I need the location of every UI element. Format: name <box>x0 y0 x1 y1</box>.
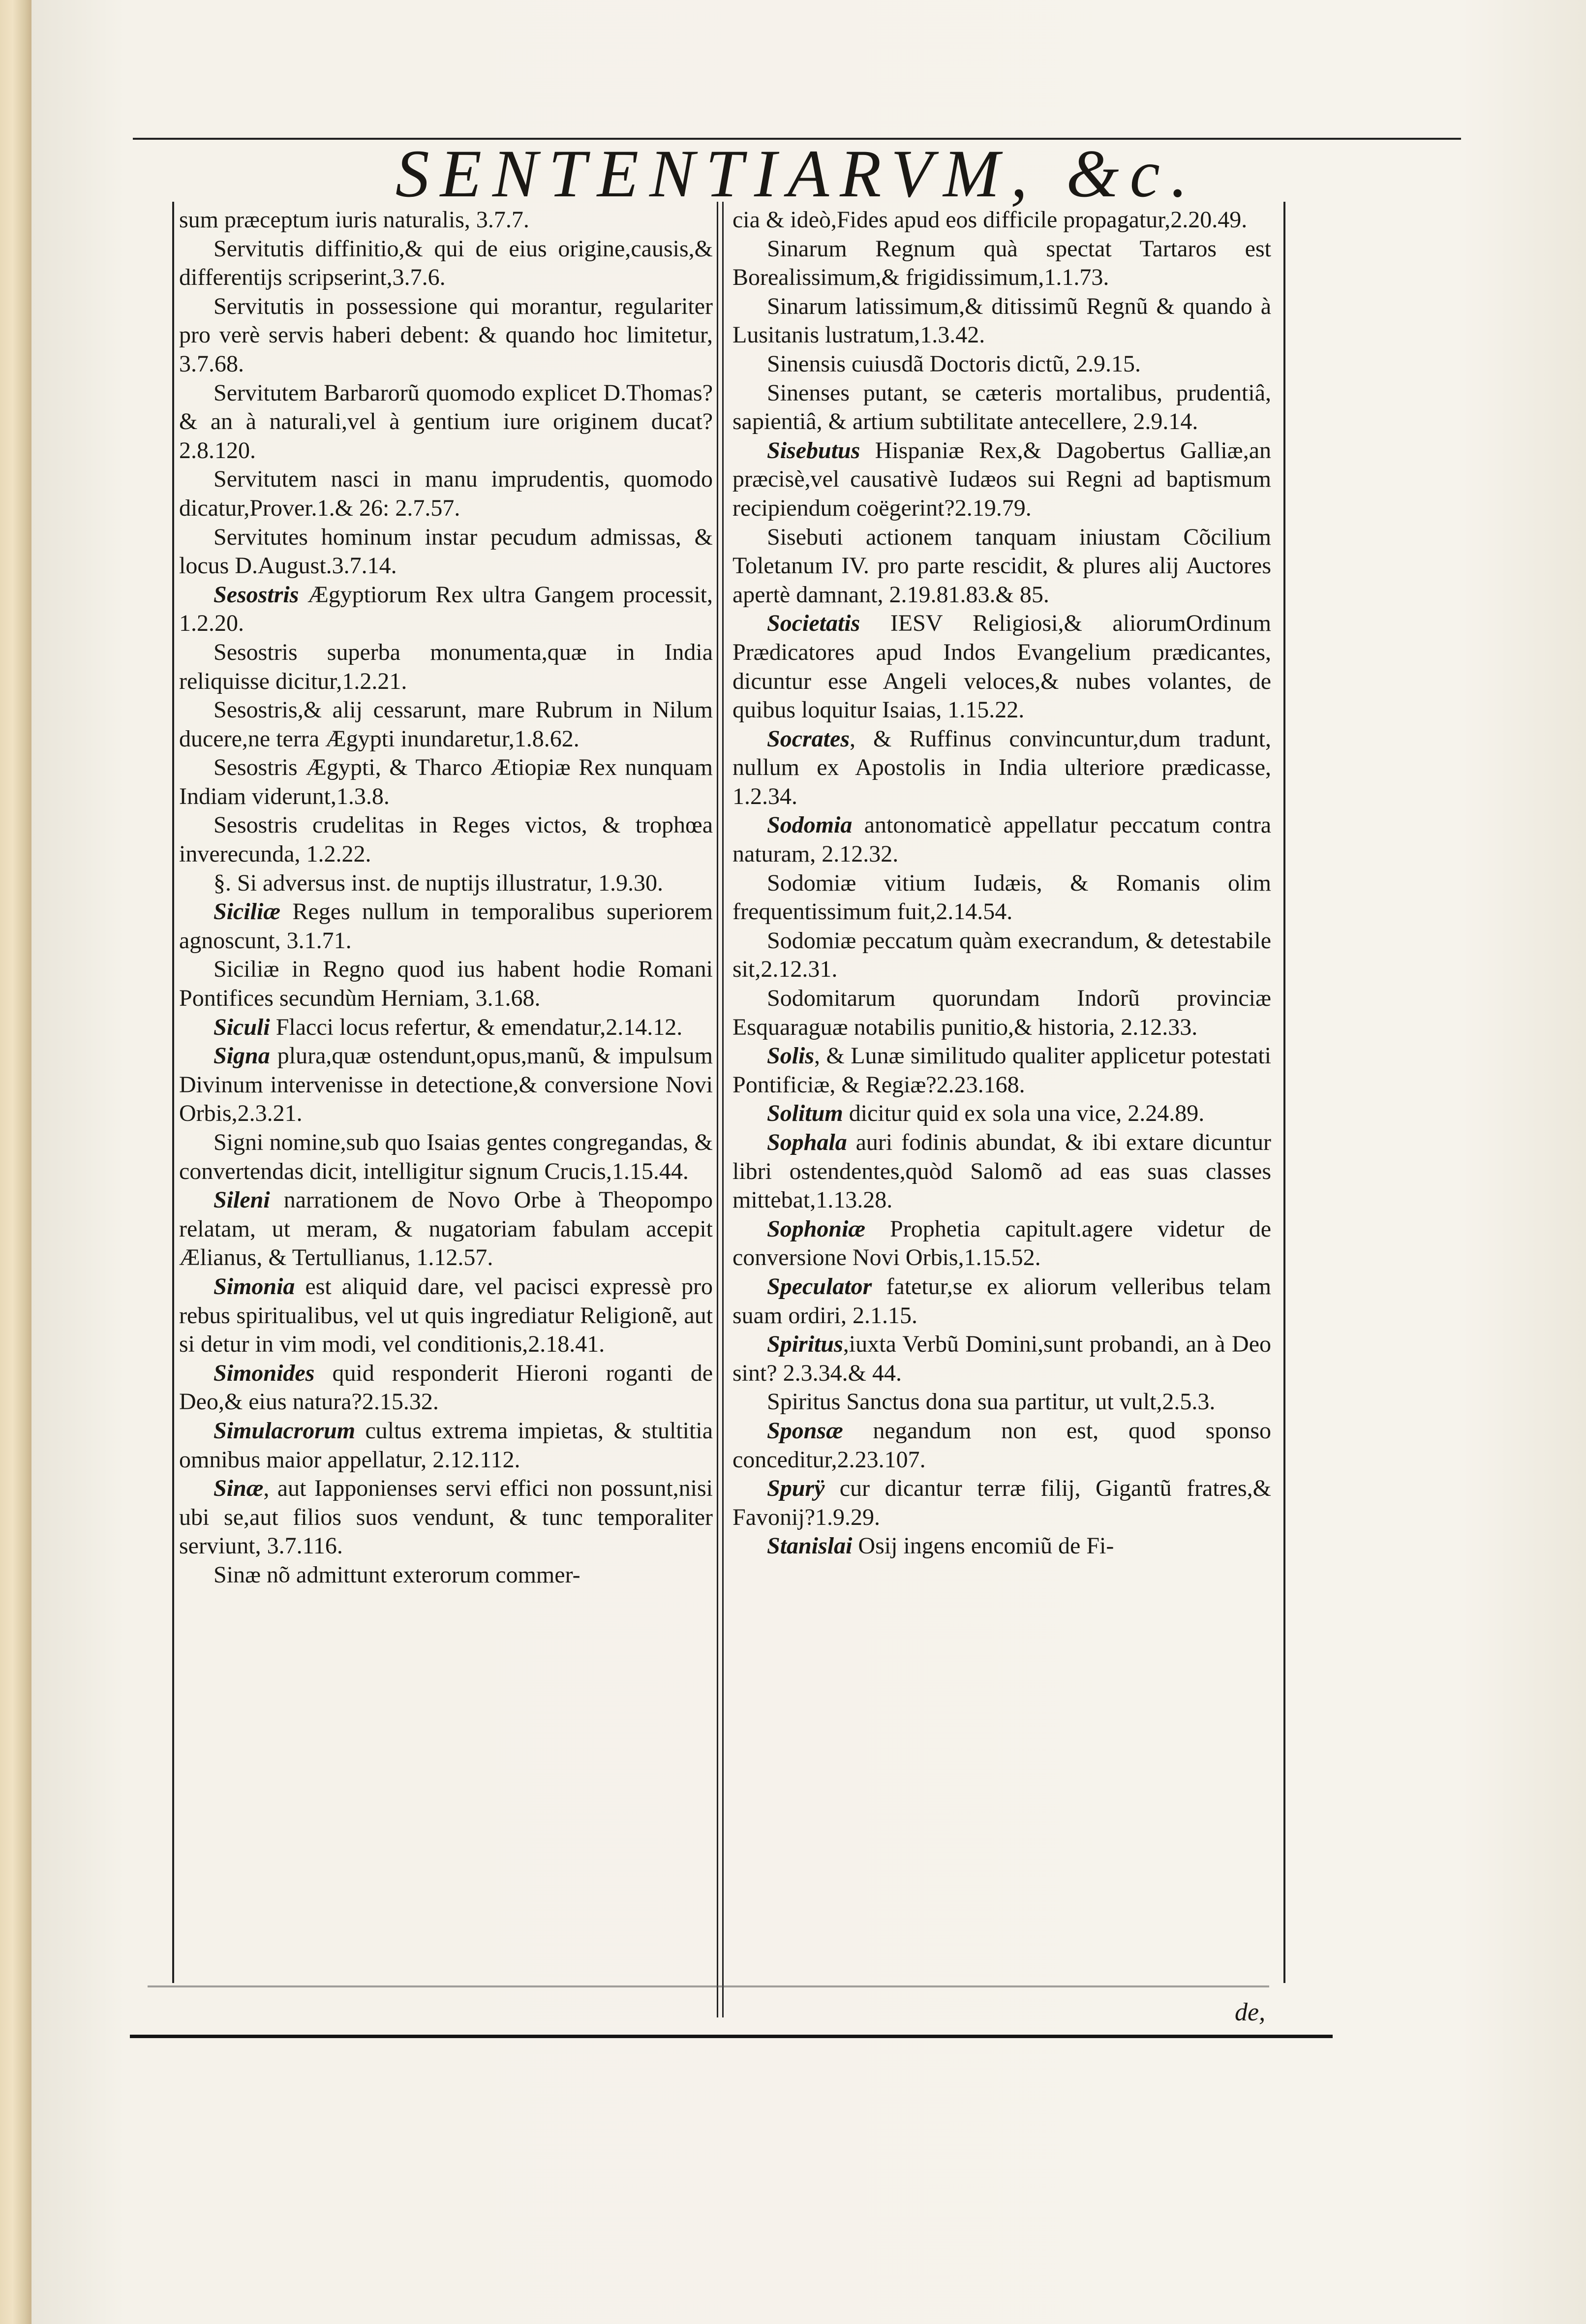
index-entry <box>732 1128 1271 1215</box>
bottom-rule <box>130 2035 1333 2038</box>
entry-text: dicitur quid ex sola una vice, 2.24.89. <box>843 1100 1205 1127</box>
entry-keyword: Signa <box>214 1043 270 1069</box>
index-entry <box>179 869 713 898</box>
entry-text: cur dicantur terræ filij, Gigantũ fratres,& Favonij?1.9.29. <box>732 1475 1271 1530</box>
left-column <box>179 206 713 1590</box>
entry-keyword: Solis <box>767 1043 815 1069</box>
index-entry <box>179 1359 713 1417</box>
entry-text: Servitutis in possessione qui morantur, regulariter pro verè servis haberi debent: & quando hoc limitetur, 3.7.68. <box>179 293 713 377</box>
entry-text: Servitutes hominum instar pecudum admissas, & locus D.August.3.7.14. <box>179 524 713 579</box>
index-entry <box>179 638 713 696</box>
entry-text: sum præceptum iuris naturalis, 3.7.7. <box>179 207 529 233</box>
index-entry <box>732 811 1271 868</box>
index-entry <box>732 235 1271 292</box>
index-entry <box>732 523 1271 610</box>
entry-text: cultus extrema impietas, & stultitia omnibus maior appellatur, 2.12.112. <box>179 1417 713 1473</box>
entry-text: Sinarum Regnum quà spectat Tartaros est Borealissimum,& frigidissimum,1.1.73. <box>732 235 1271 291</box>
entry-text: Servitutis diffinitio,& qui de eius origine,causis,& differentijs scripserint,3.7.6. <box>179 235 713 291</box>
entry-text: IESV Religiosi,& aliorumOrdinum Prædicatores apud Indos Evangelium prædicantes, dicuntur esse Angeli veloces,& nubes volantes, de quibus loquitur Isaias, 1.15.22. <box>732 610 1271 723</box>
entry-text: Sinæ nõ admittunt exterorum commer- <box>214 1561 580 1588</box>
entry-keyword: Sophala <box>767 1129 847 1155</box>
index-entry <box>732 1474 1271 1532</box>
entry-text: cia & ideò,Fides apud eos difficile propagatur,2.20.49. <box>732 207 1248 233</box>
entry-text: Flacci locus refertur, & emendatur,2.14.12. <box>270 1014 683 1040</box>
index-entry <box>732 1099 1271 1128</box>
entry-keyword: Solitum <box>767 1100 843 1127</box>
index-entry <box>732 1532 1271 1561</box>
running-head <box>133 111 1461 211</box>
entry-keyword: Sophoniæ <box>767 1215 866 1242</box>
entry-keyword: Socrates <box>767 725 850 752</box>
entry-text: Spiritus Sanctus dona sua partitur, ut vult,2.5.3. <box>767 1389 1216 1415</box>
entry-text: Sesostris superba monumenta,quæ in India reliquisse dicitur,1.2.21. <box>179 639 713 694</box>
index-entry <box>732 292 1271 350</box>
index-entry <box>179 235 713 292</box>
index-entry <box>179 292 713 379</box>
entry-keyword: Speculator <box>767 1273 872 1300</box>
entry-text: Sesostris,& alij cessarunt, mare Rubrum in Nilum ducere,ne terra Ægypti inundaretur,1.8.62. <box>179 697 713 752</box>
index-entry <box>732 1388 1271 1417</box>
index-entry <box>179 379 713 465</box>
entry-text: plura,quæ ostendunt,opus,manũ, & impulsum Divinum intervenisse in detectione,& conversione Novi Orbis,2.3.21. <box>179 1043 713 1127</box>
catchword: de, <box>1235 1998 1266 2026</box>
show-through-mark <box>148 1985 1269 1987</box>
index-entry <box>179 581 713 638</box>
index-entry <box>179 696 713 753</box>
index-entry <box>732 1042 1271 1099</box>
entry-text: §. Si adversus inst. de nuptijs illustratur, 1.9.30. <box>214 869 664 896</box>
entry-text: quid responderit Hieroni roganti de Deo,& eius natura?2.15.32. <box>179 1360 713 1415</box>
entry-keyword: Siciliæ <box>214 899 281 925</box>
entry-text: Sisebuti actionem tanquam iniustam Cõcilium Toletanum IV. pro parte rescidit, & plures alij Auctores apertè damnant, 2.19.81.83.& 85. <box>732 524 1271 608</box>
entry-text: Sodomiæ vitium Iudæis, & Romanis olim frequentissimum fuit,2.14.54. <box>732 869 1271 925</box>
index-entry <box>179 1186 713 1272</box>
index-entry <box>179 753 713 811</box>
entry-keyword: Spiritus <box>767 1331 843 1358</box>
entry-keyword: Societatis <box>767 610 860 637</box>
entry-keyword: Sesostris <box>214 581 299 608</box>
entry-keyword: Siculi <box>214 1014 270 1040</box>
index-entry <box>732 609 1271 724</box>
entry-text: ,iuxta Verbũ Domini,sunt probandi, an à Deo sint? 2.3.34.& 44. <box>732 1331 1271 1386</box>
entry-text: Siciliæ in Regno quod ius habent hodie Romani Pontifices secundùm Herniam, 3.1.68. <box>179 956 713 1012</box>
entry-text: narrationem de Novo Orbe à Theopompo relatam, ut meram, & nugatoriam fabulam accepit Ælianus, & Tertullianus, 1.12.57. <box>179 1187 713 1271</box>
index-entry <box>732 1330 1271 1388</box>
entry-text: Hispaniæ Rex,& Dagobertus Galliæ,an præcisè,vel causativè Iudæos sui Regni ad baptismum recipiendum coëgerint?2.19.79. <box>732 437 1271 521</box>
index-entry <box>179 811 713 868</box>
entry-keyword: Sisebutus <box>767 437 860 464</box>
index-entry <box>179 1042 713 1128</box>
entry-text: , & Ruffinus convincuntur,dum tradunt, nullum ex Apostolis in India ulteriore prædicasse, 1.2.34. <box>732 725 1271 809</box>
entry-text: , & Lunæ similitudo qualiter applicetur potestati Pontificiæ, & Regiæ?2.23.168. <box>732 1043 1271 1098</box>
entry-keyword: Simulacrorum <box>214 1417 356 1444</box>
entry-keyword: Sileni <box>214 1187 270 1213</box>
page-title: SENTENTIARVM, &c. <box>395 136 1199 211</box>
entry-keyword: Simonides <box>214 1360 315 1386</box>
entry-text: auri fodinis abundat, & ibi extare dicuntur libri ostendentes,quòd Salomõ ad eas suas classes mittebat,1.13.28. <box>732 1129 1271 1213</box>
index-entry <box>732 436 1271 523</box>
index-entry <box>179 1474 713 1561</box>
entry-text: Servitutem nasci in manu imprudentis, quomodo dicatur,Prover.1.& 26: 2.7.57. <box>179 466 713 521</box>
index-entry <box>179 1272 713 1359</box>
index-entry <box>732 725 1271 811</box>
entry-text: Osij ingens encomiũ de Fi- <box>852 1533 1114 1559</box>
entry-keyword: Spurÿ <box>767 1475 825 1502</box>
index-entry <box>732 869 1271 927</box>
right-column <box>732 206 1271 1561</box>
entry-text: Sodomitarum quorundam Indorũ provinciæ Esquaraguæ notabilis punitio,& historia, 2.12.33. <box>732 985 1271 1040</box>
index-entry <box>179 206 713 235</box>
entry-text: Servitutem Barbarorũ quomodo explicet D.Thomas? & an à naturali,vel à gentium iure originem ducat? 2.8.120. <box>179 379 713 464</box>
entry-text: Sinarum latissimum,& ditissimũ Regnũ & quando à Lusitanis lustratum,1.3.42. <box>732 293 1271 348</box>
index-entry <box>179 1013 713 1042</box>
entry-text: Sesostris crudelitas in Reges victos, & trophœa inverecunda, 1.2.22. <box>179 812 713 868</box>
entry-text: , aut Iapponienses servi effici non possunt,nisi ubi se,aut filios suos vendunt, & tunc temporaliter serviunt, 3.7.116. <box>179 1475 713 1559</box>
index-entry <box>732 927 1271 984</box>
index-entry <box>179 955 713 1013</box>
index-entry <box>179 1417 713 1474</box>
entry-text: Sesostris Ægypti, & Tharco Ætiopiæ Rex nunquam Indiam viderunt,1.3.8. <box>179 754 713 809</box>
index-entry <box>179 523 713 581</box>
index-entry <box>179 898 713 955</box>
entry-text: Sodomiæ peccatum quàm execrandum, & detestabile sit,2.12.31. <box>732 927 1271 983</box>
entry-text: Sinensis cuiusdã Doctoris dictũ, 2.9.15. <box>767 350 1141 377</box>
index-entry <box>732 1417 1271 1474</box>
column-divider <box>717 202 724 2017</box>
entry-text: Sinenses putant, se cæteris mortalibus, prudentiâ, sapientiâ, & artium subtilitate antecellere, 2.9.14. <box>732 379 1271 435</box>
entry-text: Prophetia capitult.agere videtur de conversione Novi Orbis,1.15.52. <box>732 1215 1271 1271</box>
entry-text: Signi nomine,sub quo Isaias gentes congregandas, & convertendas dicit, intelligitur signum Crucis,1.15.44. <box>179 1129 713 1184</box>
book-binding-edge <box>0 0 31 2324</box>
text-frame <box>172 202 1285 1983</box>
index-entry <box>179 1561 713 1590</box>
index-entry <box>732 1215 1271 1272</box>
index-entry <box>732 379 1271 436</box>
index-entry <box>179 1128 713 1186</box>
index-entry <box>732 206 1271 235</box>
entry-text: est aliquid dare, vel pacisci expressè pro rebus spiritualibus, vel ut quis ingrediatur Religionẽ, aut si detur in vim modi, vel conditionis,2.18.41. <box>179 1273 713 1358</box>
entry-text: negandum non est, quod sponso conceditur,2.23.107. <box>732 1417 1271 1473</box>
index-entry <box>732 1272 1271 1330</box>
entry-keyword: Sinæ <box>214 1475 264 1502</box>
entry-keyword: Sponsæ <box>767 1417 843 1444</box>
entry-text: Ægyptiorum Rex ultra Gangem processit, 1.2.20. <box>179 581 713 637</box>
entry-text: Reges nullum in temporalibus superiorem agnoscunt, 3.1.71. <box>179 899 713 954</box>
entry-text: antonomaticè appellatur peccatum contra naturam, 2.12.32. <box>732 812 1271 868</box>
entry-text: fatetur,se ex aliorum velleribus telam suam ordiri, 2.1.15. <box>732 1273 1271 1329</box>
index-entry <box>732 350 1271 379</box>
entry-keyword: Stanislai <box>767 1533 853 1559</box>
entry-keyword: Sodomia <box>767 812 853 838</box>
entry-keyword: Simonia <box>214 1273 295 1300</box>
index-entry <box>179 465 713 523</box>
index-entry <box>732 984 1271 1042</box>
